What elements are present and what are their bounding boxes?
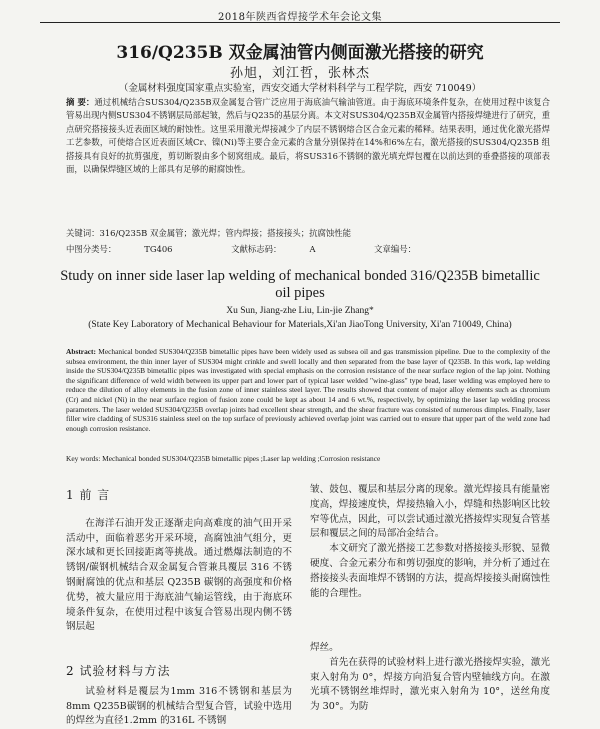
english-abstract-label: Abstract: <box>66 347 96 356</box>
english-keywords-text: Mechanical bonded SUS304/Q235B bimetallic pipes ;Laser lap welding ;Corrosion resistance <box>102 454 381 463</box>
chinese-keywords-label: 关键词： <box>66 228 100 238</box>
section1-right-paragraph-1: 皱、鼓包、覆层和基层分离的现象。激光焊接具有能量密度高，焊接速度快，焊接热输入小，焊缝和热影响区比较窄等优点，因此，可以尝试通过激光搭接焊实现复合管基层和覆层之间的局部冶金结合。 <box>310 484 550 540</box>
article-number-label: 文章编号： <box>374 244 417 254</box>
doc-code <box>231 244 343 254</box>
english-affiliation: (State Key Laboratory of Mechanical Behaviour for Materials,Xi'an JiaoTong University, Xi'an 710049, China) <box>88 320 512 330</box>
section2-right-column <box>310 641 550 715</box>
running-header: 2018年陕西省焊接学术年会论文集 <box>218 12 382 23</box>
chinese-keywords <box>66 227 550 239</box>
section2-right-lead: 焊丝。 <box>310 642 339 653</box>
english-abstract-text: Mechanical bonded SUS304/Q235B bimetallic pipes have been widely used as subsea oil and gas transmission pipeline. Due to the complexity of the subsea environment, the thin inner layer of SUS304 might crinkle and swell locally and then separated from the base layer of Q235B. In this work, lap welding inside the SUS304/Q235B bimetallic pipes was investigated with special emphasis on the corrosion resistance of the near surface region of the lap joint. Nothing the significant difference of weld width between its upper part and lower part of typical laser welded "wine-glass" type bead, laser welding was employed here to reduce the dilution of alloy elements in the fusion zone of inner stainless steel layer. The results showed that content of major alloy elements such as chromium (Cr) and nickel (Ni) in the near surface region of fusion zone could be kept as about 14 and 6 wt.%, respectively, by optimizing the laser lap welding process parameters. The laser welded SUS304/Q235B overlap joints had excellent shear strength, and the shear fracture was consisted of numerous dimples. Finally, laser filler wire cladding of SUS316 stainless steel on the top surface of previously achieved overlap joint was carried out to ensure that upper part of the weld zone had enough corrosion resistance. <box>66 347 550 433</box>
section2-right-paragraph: 首先在获得的试验材料上进行激光搭接焊实验，激光束入射角为 0°，焊接方向沿复合管内壁轴线方向。在激光填不锈钢丝堆焊时，激光束入射角为 10°，送丝角度为 30°。为防 <box>310 656 550 713</box>
chinese-abstract-label: 摘 要： <box>66 97 95 107</box>
section1-left-paragraph: 在海洋石油开发正逐渐走向高难度的油气田开采活动中，面临着恶劣开采环境，高腐蚀油气组分，更深水域和更长回接距离等挑战。通过燃爆法制造的不锈钢/碳钢机械结合双金属复合管兼具覆层 316 不锈钢耐腐蚀的优点和基层 Q235B 碳钢的高强度和价格优势，被大量应用于海底油气输运管线，由于海底环境条件复杂，在使用过程中该复合管易出现内侧不锈钢层起 <box>66 517 292 633</box>
english-keywords-label: Key words: <box>66 454 101 463</box>
section1-right-paragraph-2: 本文研究了激光搭接工艺参数对搭接接头形貌、显微硬度、合金元素分布和剪切强度的影响，并分析了通过在搭接接头表面堆焊不锈钢的方法，提高焊接接头耐腐蚀性能的合理性。 <box>310 543 550 599</box>
english-authors: Xu Sun, Jiang-zhe Liu, Lin-jie Zhang* <box>226 306 374 316</box>
header-rule <box>40 22 560 23</box>
class-number <box>66 244 201 254</box>
chinese-abstract <box>66 96 550 176</box>
doc-code-value: A <box>309 244 316 254</box>
section1-heading: 1 前 言 <box>66 488 111 502</box>
chinese-affiliation: （金属材料强度国家重点实验室，西安交通大学材料科学与工程学院，西安 710049） <box>118 83 482 94</box>
chinese-keywords-text: 316/Q235B 双金属管；激光焊；管内焊接；搭接接头；抗腐蚀性能 <box>99 228 351 238</box>
section1-left-column <box>66 488 292 635</box>
section1-right-column <box>310 483 550 601</box>
section2-left-paragraph: 试验材料是覆层为1mm 316不锈钢和基层为8mm Q235B碳钢的机械结合型复合管，试验中选用的焊丝为直径1.2mm 的316L 不锈钢 <box>66 685 292 727</box>
doc-code-label: 文献标志码： <box>231 244 282 254</box>
chinese-authors: 孙旭，刘江哲，张林杰 <box>229 66 370 81</box>
section2-left-column <box>66 664 292 729</box>
class-number-value: TG406 <box>144 244 173 254</box>
chinese-title: 316/Q235B 双金属油管内侧面激光搭接的研究 <box>116 43 484 63</box>
section2-heading: 2 试验材料与方法 <box>66 664 171 678</box>
article-number <box>374 244 472 254</box>
classification-line <box>66 243 550 255</box>
english-abstract <box>66 347 550 433</box>
english-keywords <box>66 454 550 463</box>
chinese-abstract-text: 通过机械结合SUS304/Q235B双金属复合管广泛应用于海底油气输油管道。由于海底环境条件复杂，在使用过程中该复合管易出现内侧SUS304不锈钢层局部起皱，然后与Q235的基层分离。本文对SUS304/Q235B双金属管内搭接焊缝进行了研究，重点研究搭接接头近表面区域的耐蚀性。这里采用激光焊接减少了内层不锈钢熔合区合金元素的稀释。结果表明，通过优化激光搭焊工艺参数，可使熔合区近表面区域Cr、镍(Ni)等主要合金元素的含量分别保持在14%和6%左右，激光搭接的SUS304/Q235B 组搭接具有良好的抗剪强度，剪切断裂由多个韧窝组成。最后，将SUS316不锈钢的激光填充焊包覆在以前达到的垂叠搭接的项部表面，以确保焊缝区域的上部具有足够的耐腐蚀性。 <box>66 97 550 175</box>
class-number-label: 中图分类号： <box>66 244 117 254</box>
english-title: Study on inner side laser lap welding of mechanical bonded 316/Q235B bimetallic oil pipes <box>60 268 540 301</box>
